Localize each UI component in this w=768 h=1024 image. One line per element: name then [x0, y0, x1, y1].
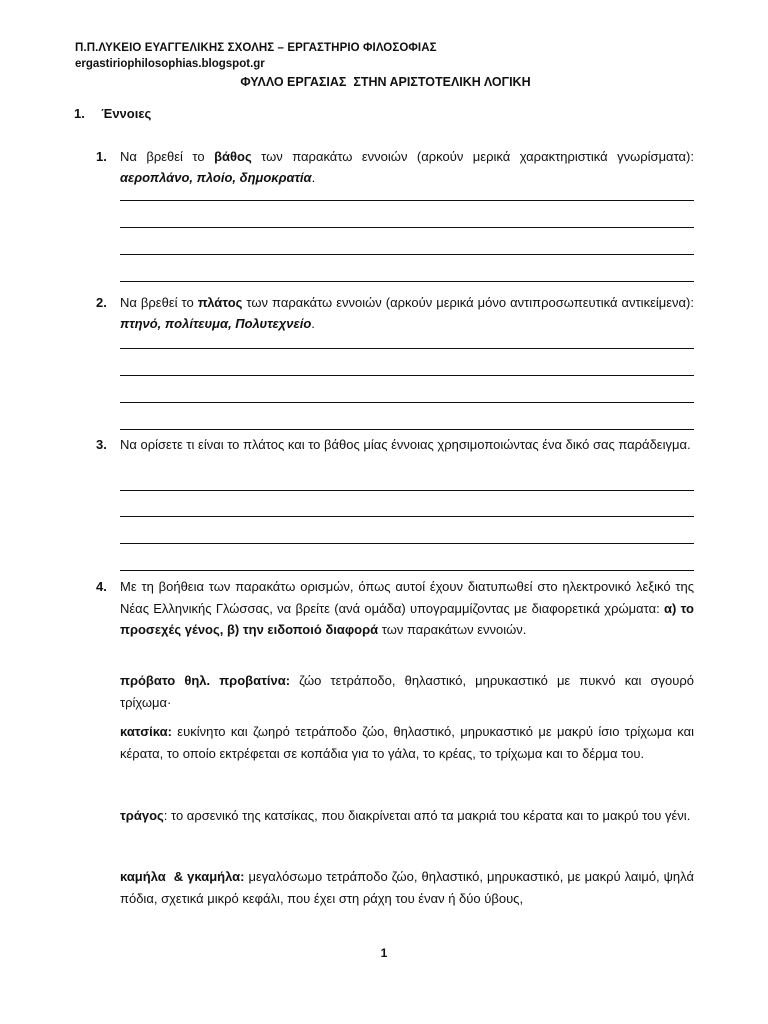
question-3: 3. Να ορίσετε τι είναι το πλάτος και το βάθος μίας έννοιας χρησιμοποιώντας ένα δικό σας παράδειγμα.: [96, 437, 691, 452]
answer-line[interactable]: [120, 402, 694, 403]
answer-line[interactable]: [120, 254, 694, 255]
answer-line[interactable]: [120, 348, 694, 349]
answer-line[interactable]: [120, 200, 694, 201]
answer-line[interactable]: [120, 570, 694, 571]
question-4: 4. Με τη βοήθεια των παρακάτω ορισμών, όπως αυτοί έχουν διατυπωθεί στο ηλεκτρονικό λεξικό της Νέας Ελληνικής Γλώσσας, να βρείτε (ανά ομάδα) υπογραμμίζοντας με διαφορετικά χρώματα: α) το προσεχές γένος, β) την ειδοποιό διαφορά των παρακάτων εννοιών.: [96, 579, 694, 637]
question-2: 2. Να βρεθεί το πλάτος των παρακάτω εννοιών (αρκούν μερικά μόνο αντιπροσωπευτικά αντικείμενα): πτηνό, πολίτευμα, Πολυτεχνείο.: [96, 295, 694, 331]
section-heading: 1. Έννοιες: [74, 106, 152, 121]
answer-line[interactable]: [120, 516, 694, 517]
answer-line[interactable]: [120, 543, 694, 544]
page-number: 1: [380, 946, 388, 960]
question-1: 1. Να βρεθεί το βάθος των παρακάτω εννοιών (αρκούν μερικά χαρακτηριστικά γνωρίσματα): αεροπλάνο, πλοίο, δημοκρατία.: [96, 149, 694, 185]
answer-line[interactable]: [120, 227, 694, 228]
school-header: Π.Π.ΛΥΚΕΙΟ ΕΥΑΓΓΕΛΙΚΗΣ ΣΧΟΛΗΣ – ΕΡΓΑΣΤΗΡΙΟ ΦΙΛΟΣΟΦΙΑΣ: [75, 42, 437, 54]
definition-sheep: πρόβατο θηλ. προβατίνα: ζώο τετράποδο, θηλαστικό, μηρυκαστικό με πυκνό και σγουρό τρίχωμα·: [120, 673, 695, 710]
definition-billy-goat: τράγος: το αρσενικό της κατσίκας, που διακρίνεται από τα μακριά του κέρατα και το μακρύ του γένι.: [120, 808, 691, 823]
definition-camel: καμήλα & γκαμήλα: μεγαλόσωμο τετράποδο ζώο, θηλαστικό, μηρυκαστικό, με μακρύ λαιμό, ψηλά πόδια, σχετικά μικρό κεφάλι, που έχει στη ράχη του έναν ή δύο ύβους,: [120, 869, 694, 906]
answer-line[interactable]: [120, 281, 694, 282]
definition-goat: κατσίκα: ευκίνητο και ζωηρό τετράποδο ζώο, θηλαστικό, μηρυκαστικό με μακρύ ίσιο τρίχωμα και κέρατα, το οποίο εκτρέφεται σε κοπάδια για το γάλα, το κρέας, το τρίχωμα και το δέρμα του.: [120, 724, 694, 761]
blog-url: ergastiriophilosophias.blogspot.gr: [75, 58, 265, 70]
worksheet-title: ΦΥΛΛΟ ΕΡΓΑΣΙΑΣ ΣΤΗΝ ΑΡΙΣΤΟΤΕΛΙΚΗ ΛΟΓΙΚΗ: [240, 75, 531, 89]
answer-line[interactable]: [120, 375, 694, 376]
answer-line[interactable]: [120, 429, 694, 430]
answer-line[interactable]: [120, 490, 694, 491]
